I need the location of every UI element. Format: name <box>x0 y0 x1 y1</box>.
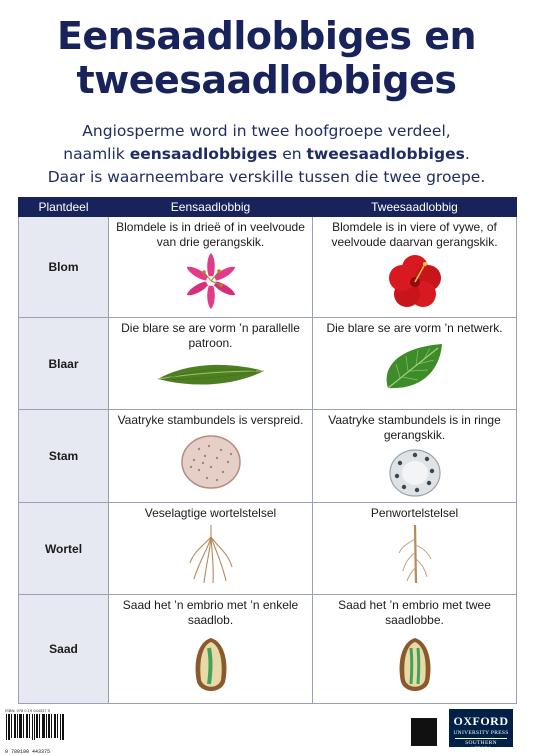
row-label-stam: Stam <box>19 410 109 503</box>
row-label-blom: Blom <box>19 217 109 318</box>
intro-line-2-pre: naamlik <box>63 145 130 163</box>
table-row-stam <box>19 410 517 503</box>
cell-text: Blomdele is in viere of vywe, of veelvoude daarvan gerangskik. <box>331 220 498 249</box>
cell-blom-di <box>313 217 517 318</box>
intro-text <box>0 120 533 189</box>
hibiscus-flower-image <box>313 250 516 312</box>
intro-term-dicot: tweesaadlobbiges <box>306 145 465 163</box>
dicot-stem-section-image <box>313 447 516 499</box>
table-row-wortel <box>19 503 517 595</box>
cell-text: Veselagtige wortelstelsel <box>144 506 277 520</box>
partner-logo <box>411 718 437 746</box>
row-label-wortel: Wortel <box>19 503 109 595</box>
cell-text: Die blare se are vorm ’n parallelle patroon. <box>121 321 300 350</box>
intro-line-2-post: . <box>464 145 470 163</box>
header-eensaadlobbig: Eensaadlobbig <box>109 198 313 217</box>
cell-stam-di <box>313 410 517 503</box>
intro-line-2 <box>0 143 533 166</box>
publisher-region: SOUTHERN AFRICA <box>455 738 507 752</box>
monocot-stem-section-image <box>109 434 312 490</box>
table-row-saad <box>19 595 517 704</box>
intro-line-1: Angiosperme word in twee hoofgroepe verdeel, <box>82 122 451 140</box>
fibrous-root-image <box>109 523 312 585</box>
parallel-leaf-image <box>109 359 312 393</box>
cell-text: Die blare se are vorm ’n netwerk. <box>326 321 503 335</box>
publisher-name: OXFORD <box>453 714 509 728</box>
title-line-2: tweesaadlobbiges <box>76 58 457 102</box>
row-label-blaar: Blaar <box>19 318 109 410</box>
comparison-table <box>18 197 517 704</box>
header-plantdeel: Plantdeel <box>19 198 109 217</box>
barcode-image <box>5 714 67 755</box>
cell-text: Blomdele is in drieë of in veelvoude van drie gerangskik. <box>116 220 305 249</box>
cell-stam-mono <box>109 410 313 503</box>
row-label-saad: Saad <box>19 595 109 704</box>
barcode-digits: 9 780190 443375 <box>5 749 51 755</box>
cell-blaar-di <box>313 318 517 410</box>
isbn-text: ISBN: 978 0 19 044337 5 <box>5 708 50 713</box>
table-row-blaar <box>19 318 517 410</box>
table-row-blom <box>19 217 517 318</box>
intro-term-monocot: eensaadlobbiges <box>129 145 278 163</box>
header-tweesaadlobbig: Tweesaadlobbig <box>313 198 517 217</box>
title-line-1: Eensaadlobbiges en <box>56 14 477 58</box>
cell-saad-mono <box>109 595 313 704</box>
cell-wortel-di <box>313 503 517 595</box>
cell-blom-mono <box>109 217 313 318</box>
table-header-row <box>19 198 517 217</box>
cell-text: Vaatryke stambundels is verspreid. <box>117 413 304 427</box>
monocot-seed-image <box>109 636 312 696</box>
cell-text: Penwortelstelsel <box>370 506 459 520</box>
cell-text: Saad het ’n embrio met twee saadlobbe. <box>338 598 491 627</box>
cell-blaar-mono <box>109 318 313 410</box>
dicot-seed-image <box>313 636 516 696</box>
cell-saad-di <box>313 595 517 704</box>
cell-wortel-mono <box>109 503 313 595</box>
net-veined-leaf-image <box>313 340 516 394</box>
publisher-subtitle: UNIVERSITY PRESS <box>453 730 509 736</box>
intro-line-2-mid: en <box>277 145 307 163</box>
intro-line-3: Daar is waarneembare verskille tussen die twee groepe. <box>47 168 486 186</box>
cell-text: Vaatryke stambundels is in ringe gerangskik. <box>328 413 501 442</box>
page-title <box>0 14 533 102</box>
lily-flower-image <box>109 250 312 312</box>
taproot-image <box>313 523 516 585</box>
cell-text: Saad het ’n embrio met ’n enkele saadlob. <box>122 598 299 627</box>
oxford-logo <box>449 709 513 752</box>
